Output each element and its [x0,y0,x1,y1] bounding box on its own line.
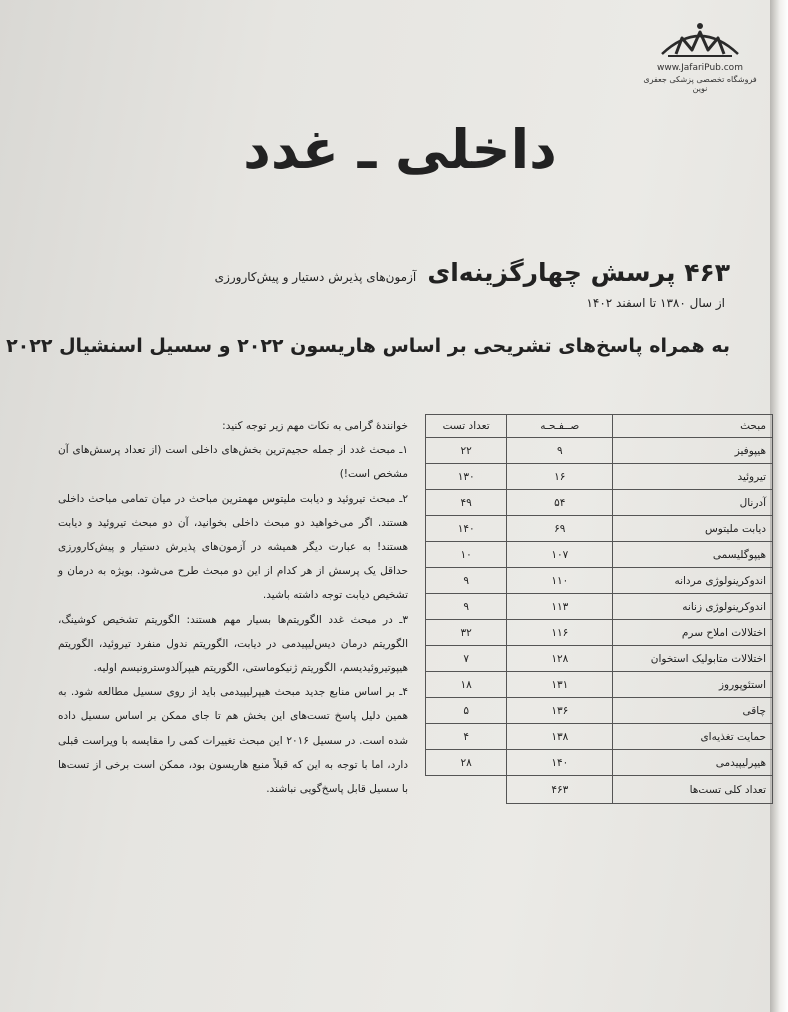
note-item: ۴ـ بر اساس منابع جدید مبحث هیپرلیپیدمی باید از روی سسیل مطالعه شود. به همین دلیل پاسخ تست‌های این بخش هم تا جای ممکن بر اساس سسیل داده شده است. در سسیل ۲۰۱۶ این مبحث تغییرات کمی را مقایسه با ویراست قبلی دارد، اما با توجه به این که قبلاً منبع هاریسون بود، ممکن است برخی از تست‌ها با سسیل قابل پاسخ‌گویی نباشند. [58,686,408,796]
table-row [426,724,773,750]
table-row [426,750,773,776]
row-topic: آدرنال [613,490,773,516]
year-range: از سال ۱۳۸۰ تا اسفند ۱۴۰۲ [586,296,725,310]
row-count: ۴۹ [426,490,507,516]
row-count: ۹ [426,568,507,594]
row-count: ۵ [426,698,507,724]
row-count: ۱۰ [426,542,507,568]
table-total-row [426,776,773,804]
notes-intro: خوانندهٔ گرامی به نکات مهم زیر توجه کنید: [222,420,408,432]
row-count: ۱۴۰ [426,516,507,542]
question-count: ۴۶۳ پرسش چهارگزینه‌ای [427,258,730,287]
table-row [426,490,773,516]
row-topic: دیابت ملیتوس [613,516,773,542]
total-empty-cell [426,776,507,804]
row-topic: حمایت تغذیه‌ای [613,724,773,750]
table-row [426,620,773,646]
table-row [426,672,773,698]
table-row [426,698,773,724]
total-label: تعداد کلی تست‌ها [613,776,773,804]
row-count: ۳۲ [426,620,507,646]
table-row [426,516,773,542]
table-row [426,438,773,464]
exam-types: آزمون‌های پذیرش دستیار و پیش‌کارورزی [214,270,417,284]
row-count: ۲۸ [426,750,507,776]
total-value: ۴۶۳ [507,776,613,804]
table-row [426,464,773,490]
chapter-title: داخلی ـ غدد [243,118,557,181]
publisher-store-name: فروشگاه تخصصی پزشکی جعفری نوین [643,75,757,93]
row-page: ۱۱۳ [507,594,613,620]
row-count: ۹ [426,594,507,620]
note-item: ۲ـ مبحث تیروئید و دیابت ملیتوس مهمترین مباحث در میان تمامی مباحث داخلی هستند. اگر می‌خواهید دو مبحث داخلی بخوانید، آن دو مبحث تیروئید و دیابت هستند! به عبارت دیگر همیشه در آزمون‌های پذیرش دستیار و پیش‌کارورزی حداقل یک پرسش از هر کدام از این دو مبحث طرح می‌شود. بویژه به درمان و تشخیص دیابت توجه داشته باشید. [58,492,408,602]
row-page: ۶۹ [507,516,613,542]
row-count: ۱۸ [426,672,507,698]
row-topic: استئوپوروز [613,672,773,698]
row-page: ۱۱۶ [507,620,613,646]
answers-source-line: به همراه پاسخ‌های تشریحی بر اساس هاریسون ۲۰۲۲ و سسیل اسنشیال ۲۰۲۲ [6,335,730,357]
row-page: ۱۲۸ [507,646,613,672]
row-page: ۹ [507,438,613,464]
row-topic: چاقی [613,698,773,724]
row-count: ۱۳۰ [426,464,507,490]
row-topic: اندوکرینولوژی مردانه [613,568,773,594]
publisher-logo [640,14,760,104]
table-row [426,646,773,672]
row-page: ۱۰۷ [507,542,613,568]
row-page: ۱۴۰ [507,750,613,776]
header-topic: مبحث [613,415,773,438]
note-item: ۳ـ در مبحث غدد الگوریتم‌ها بسیار مهم هستند: الگوریتم تشخیص کوشینگ، الگوریتم درمان دیس‌لیپیدمی در دیابت، الگوریتم ندول منفرد تیروئید، الگوریتم هیپوتیروئیدیسم، الگوریتم ژنیکوماستی، الگوریتم هیپرآلدوسترونیسم اولیه. [58,613,408,675]
row-page: ۱۱۰ [507,568,613,594]
row-topic: تیروئید [613,464,773,490]
row-topic: اختلالات املاح سرم [613,620,773,646]
question-count-heading [200,258,730,287]
row-topic: اختلالات متابولیک استخوان [613,646,773,672]
row-count: ۲۲ [426,438,507,464]
header-page: صــفـحـه [507,415,613,438]
reader-notes [58,414,408,801]
note-item: ۱ـ مبحث غدد از جمله حجیم‌ترین بخش‌های داخلی است (از تعداد پرسش‌های آن مشخص است!) [58,444,408,481]
publisher-url: www.JafariPub.com [657,63,743,73]
row-topic: هیپوگلیسمی [613,542,773,568]
row-count: ۷ [426,646,507,672]
row-topic: هیپرلیپیدمی [613,750,773,776]
row-page: ۵۴ [507,490,613,516]
row-topic: هیپوفیز [613,438,773,464]
header-count: تعداد تست [426,415,507,438]
row-page: ۱۶ [507,464,613,490]
topic-table [425,414,773,804]
row-page: ۱۳۸ [507,724,613,750]
row-topic: اندوکرینولوژی زنانه [613,594,773,620]
row-count: ۴ [426,724,507,750]
row-page: ۱۳۶ [507,698,613,724]
publisher-emblem-icon [652,14,748,62]
row-page: ۱۳۱ [507,672,613,698]
table-row [426,568,773,594]
table-row [426,542,773,568]
table-header-row [426,415,773,438]
table-row [426,594,773,620]
